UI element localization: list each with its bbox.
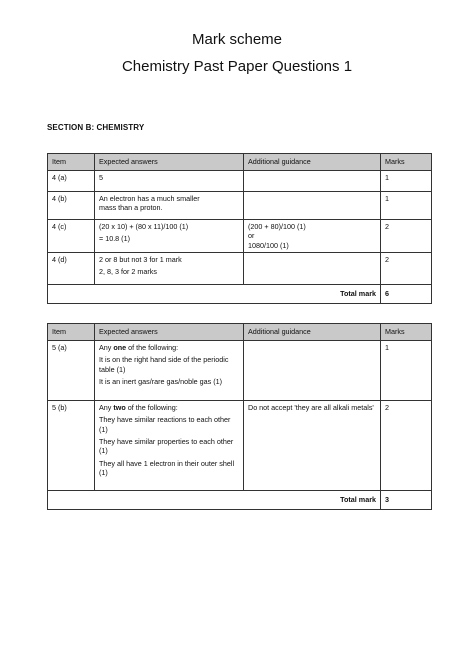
- table-header-row: [48, 154, 432, 171]
- answer-line: 2, 8, 3 for 2 marks: [99, 267, 157, 277]
- guidance-cell: [244, 192, 381, 220]
- table-row: [48, 253, 432, 285]
- total-mark-value: 6: [381, 285, 432, 304]
- table-row: [48, 192, 432, 220]
- intro-text: of the following:: [126, 343, 179, 352]
- intro-text: Any: [99, 343, 114, 352]
- guidance-line: (200 + 80)/100 (1): [248, 222, 306, 231]
- col-header-item: Item: [48, 324, 95, 341]
- item-cell: 5 (b): [48, 401, 95, 491]
- marks-cell: 1: [381, 341, 432, 401]
- answer-option: They all have 1 electron in their outer shell (1): [99, 458, 235, 478]
- guidance-cell: [244, 171, 381, 192]
- guidance-cell: [244, 341, 381, 401]
- answer-option: It is an inert gas/rare gas/noble gas (1): [99, 377, 223, 387]
- item-cell: 4 (d): [48, 253, 95, 285]
- total-mark-value: 3: [381, 491, 432, 510]
- table-row: [48, 401, 432, 491]
- intro-text: Any: [99, 403, 114, 412]
- intro-emphasis: one: [113, 343, 127, 352]
- marks-cell: 1: [381, 171, 432, 192]
- answer-option: They have similar properties to each other (1): [99, 437, 234, 456]
- expected-cell: [95, 192, 244, 220]
- intro-emphasis: two: [113, 403, 126, 412]
- answer-option: They have similar reactions to each other (1): [99, 415, 231, 434]
- table-header-row: [48, 324, 432, 341]
- expected-cell: [95, 220, 244, 253]
- col-header-guidance: Additional guidance: [244, 324, 381, 341]
- total-row: [48, 285, 432, 304]
- guidance-cell: [244, 253, 381, 285]
- col-header-guidance: Additional guidance: [244, 154, 381, 171]
- marks-cell: 2: [381, 220, 432, 253]
- expected-cell: [95, 253, 244, 285]
- item-cell: 5 (a): [48, 341, 95, 401]
- total-mark-label: Total mark: [48, 491, 381, 510]
- guidance-line: or: [248, 231, 255, 241]
- intro-text: of the following:: [125, 403, 178, 412]
- marks-cell: 2: [381, 401, 432, 491]
- guidance-line: 1080/100 (1): [248, 240, 289, 250]
- marks-cell: 1: [381, 192, 432, 220]
- marks-cell: 2: [381, 253, 432, 285]
- mark-table-question-4: [47, 153, 432, 304]
- col-header-expected: Expected answers: [95, 324, 244, 341]
- expected-cell: [95, 401, 244, 491]
- expected-cell: [95, 341, 244, 401]
- page-title: Mark scheme: [191, 31, 283, 48]
- page-subtitle: Chemistry Past Paper Questions 1: [121, 58, 353, 75]
- answer-intro: [99, 403, 239, 412]
- guidance-cell: [244, 220, 381, 253]
- col-header-item: Item: [48, 154, 95, 171]
- mark-table-question-5: [47, 323, 432, 510]
- answer-line: 5: [99, 173, 103, 182]
- table-row: [48, 171, 432, 192]
- answer-line: 2 or 8 but not 3 for 1 mark: [99, 255, 182, 265]
- item-cell: 4 (c): [48, 220, 95, 253]
- answer-option: It is on the right hand side of the periodic table (1): [99, 355, 229, 374]
- expected-cell: [95, 171, 244, 192]
- col-header-expected: Expected answers: [95, 154, 244, 171]
- item-cell: 4 (a): [48, 171, 95, 192]
- item-cell: 4 (b): [48, 192, 95, 220]
- answer-line: (20 x 10) + (80 x 11)/100 (1): [99, 222, 189, 231]
- guidance-cell: Do not accept 'they are all alkali metals': [244, 401, 381, 491]
- table-row: [48, 341, 432, 401]
- total-row: [48, 491, 432, 510]
- section-heading: SECTION B: CHEMISTRY: [47, 123, 145, 132]
- answer-line: = 10.8 (1): [99, 234, 130, 244]
- table-row: [48, 220, 432, 253]
- col-header-marks: Marks: [381, 154, 432, 171]
- answer-line: An electron has a much smaller: [99, 194, 200, 203]
- col-header-marks: Marks: [381, 324, 432, 341]
- total-mark-label: Total mark: [48, 285, 381, 304]
- answer-intro: [99, 343, 239, 352]
- answer-line: mass than a proton.: [99, 203, 163, 213]
